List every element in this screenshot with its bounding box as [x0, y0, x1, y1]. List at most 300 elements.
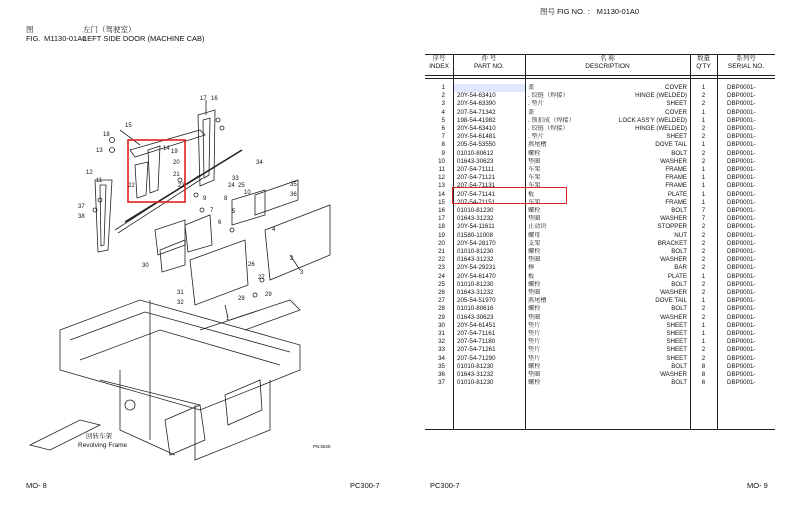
cell-qty: 6 — [701, 379, 706, 387]
cell-index: 27 — [438, 297, 445, 305]
cell-desc-en: WASHER — [660, 371, 687, 378]
cell-qty: 1 — [701, 174, 706, 182]
cell-desc-cn: 垫片 — [528, 354, 541, 362]
cell-serial: DBP0001- — [727, 215, 756, 223]
cell-qty: 8 — [701, 362, 706, 370]
table-row — [425, 346, 775, 354]
table-row — [425, 100, 775, 108]
fig-number: M1130-01A0 — [44, 34, 87, 43]
table-row — [425, 338, 775, 346]
cell-desc-cn: . 铰链（焊接） — [528, 92, 569, 100]
title-en: LEFT SIDE DOOR (MACHINE CAB) — [83, 34, 205, 43]
cell-desc-en: WASHER — [660, 215, 687, 223]
cell-index: 20 — [438, 239, 445, 247]
cell-serial: DBP0001- — [727, 108, 756, 116]
cell-serial: DBP0001- — [727, 256, 756, 264]
cell-desc-cn: . 垫片 — [528, 100, 544, 108]
table-row — [425, 355, 775, 363]
cell-desc-en: NUT — [674, 231, 687, 239]
callout: 36 — [290, 192, 297, 198]
col-header-serial: 系列号 SERIAL NO. — [727, 55, 765, 70]
callout: 32 — [177, 300, 184, 306]
cell-part-no: 207-54-71131 — [457, 182, 496, 190]
cell-desc-cn: 垫片 — [528, 321, 541, 329]
cell-desc-en: HINGE (WELDED) — [635, 125, 687, 132]
cell-desc-en: SHEET — [666, 133, 687, 141]
cell-desc-cn: 螺栓 — [528, 379, 541, 387]
col-header-index: 序号 INDEX — [429, 55, 449, 70]
cell-desc-en: BOLT — [671, 305, 687, 313]
cell-serial: DBP0001- — [727, 157, 756, 165]
cell-qty: 2 — [701, 354, 706, 362]
col-header-qty: 数量 Q'TY — [696, 55, 711, 70]
table-row — [425, 305, 775, 313]
cell-desc-en: SHEET — [666, 321, 687, 329]
cell-serial: DBP0001- — [727, 141, 756, 149]
cell-index: 24 — [438, 272, 445, 280]
table-row — [425, 322, 775, 330]
callout: 30 — [142, 263, 149, 269]
cell-part-no: 01010-81230 — [457, 280, 494, 288]
callout: 1 — [226, 316, 230, 322]
callout: 2 — [290, 256, 294, 262]
cell-desc-en: SHEET — [666, 346, 687, 354]
cell-serial: DBP0001- — [727, 207, 756, 214]
cell-index: 18 — [438, 223, 445, 231]
callout: 25 — [238, 183, 245, 189]
cell-desc-en: COVER — [664, 84, 687, 91]
callout: 9 — [203, 196, 207, 202]
cell-desc-en: WASHER — [660, 289, 687, 296]
cell-desc-cn: . 锁扣成（焊接） — [528, 116, 575, 124]
cell-part-no: 207-54-71111 — [457, 166, 495, 173]
cell-qty: 2 — [701, 346, 706, 354]
cell-desc-en: SHEET — [666, 354, 687, 362]
cell-part-no: 20Y-54-11611 — [457, 223, 495, 231]
callout: 3 — [300, 270, 304, 276]
cell-desc-en: SHEET — [666, 330, 687, 337]
cell-qty: 1 — [701, 116, 706, 124]
callout: 20 — [173, 160, 180, 166]
cell-index: 35 — [438, 362, 445, 370]
callout: 23 — [178, 183, 185, 189]
cell-desc-en: COVER — [664, 108, 687, 116]
table-row — [425, 158, 775, 166]
callout: 34 — [256, 160, 263, 166]
cell-desc-en: DOVE TAIL — [655, 141, 687, 149]
cell-index: 5 — [441, 116, 445, 124]
cell-part-no: 01643-30623 — [457, 313, 494, 321]
cell-qty: 1 — [701, 198, 706, 206]
cell-index: 6 — [441, 125, 445, 132]
cell-serial: DBP0001- — [727, 223, 756, 231]
cell-desc-en: WASHER — [660, 256, 687, 264]
cell-desc-en: BOLT — [671, 379, 687, 387]
callout: 27 — [258, 275, 265, 281]
cell-index: 16 — [438, 207, 445, 214]
cell-desc-cn: 垫圈 — [528, 256, 541, 264]
cell-serial: DBP0001- — [727, 313, 756, 321]
cell-desc-cn: . 垫片 — [528, 133, 544, 141]
cell-index: 30 — [438, 321, 445, 329]
cell-part-no: 207-54-71161 — [457, 330, 496, 337]
cell-qty: 2 — [701, 256, 706, 264]
footer-left: MO- 8 — [26, 481, 47, 490]
cell-serial: DBP0001- — [727, 125, 756, 132]
cell-part-no: 207-54-71342 — [457, 108, 496, 116]
cell-desc-cn: . 铰链（焊接） — [528, 125, 569, 132]
table-row — [425, 240, 775, 248]
cell-part-no: 01010-81230 — [457, 362, 494, 370]
table-row — [425, 371, 775, 379]
footer-left: PC300-7 — [430, 481, 460, 490]
cell-desc-en: LOCK ASS'Y (WELDED) — [618, 116, 687, 124]
cell-qty: 1 — [701, 330, 706, 337]
cell-desc-en: BOLT — [671, 362, 687, 370]
cell-index: 10 — [438, 157, 445, 165]
table-row — [425, 363, 775, 371]
cell-desc-en: PLATE — [667, 190, 687, 198]
table-row — [425, 150, 775, 158]
cell-desc-en: BAR — [674, 264, 687, 272]
cell-serial: DBP0001- — [727, 248, 756, 255]
callout: 22 — [128, 183, 135, 189]
cell-desc-cn: 支架 — [528, 239, 541, 247]
cell-qty: 1 — [701, 84, 706, 91]
cell-qty: 2 — [701, 289, 706, 296]
cell-desc-cn: 板 — [528, 190, 535, 198]
callout: 13 — [96, 148, 103, 154]
cell-serial: DBP0001- — [727, 305, 756, 313]
cell-desc-en: WASHER — [660, 157, 687, 165]
cell-part-no: 01643-31232 — [457, 289, 494, 296]
cell-serial: DBP0001- — [727, 198, 756, 206]
cell-desc-en: BOLT — [671, 248, 687, 255]
cell-index: 19 — [438, 231, 445, 239]
cell-desc-cn: 车架 — [528, 198, 541, 206]
cell-qty: 1 — [701, 190, 706, 198]
cell-index: 17 — [438, 215, 445, 223]
cell-desc-cn: 车架 — [528, 166, 541, 173]
cell-part-no: 207-54-71290 — [457, 354, 496, 362]
cell-index: 9 — [441, 149, 445, 157]
callout: 5 — [232, 209, 236, 215]
table-row — [425, 281, 775, 289]
callout: 6 — [218, 220, 222, 226]
cell-desc-cn: 止动块 — [528, 223, 547, 231]
cell-index: 26 — [438, 289, 445, 296]
cell-qty: 2 — [701, 248, 706, 255]
cell-desc-cn: 螺母 — [528, 231, 541, 239]
cell-index: 15 — [438, 198, 445, 206]
cell-desc-cn: 螺栓 — [528, 248, 541, 255]
table-row — [425, 109, 775, 117]
table-row — [425, 314, 775, 322]
cell-index: 13 — [438, 182, 445, 190]
cell-serial: DBP0001- — [727, 84, 756, 91]
cell-index: 25 — [438, 280, 445, 288]
cell-serial: DBP0001- — [727, 280, 756, 288]
cell-serial: DBP0001- — [727, 330, 756, 337]
title-cn: 左门（驾驶室） — [83, 25, 136, 34]
cell-qty: 1 — [701, 297, 706, 305]
cell-desc-cn: 棒 — [528, 264, 535, 272]
cell-index: 1 — [441, 84, 445, 91]
callout: 7 — [210, 208, 214, 214]
cell-index: 29 — [438, 313, 445, 321]
table-row — [425, 379, 775, 387]
cell-index: 36 — [438, 371, 445, 378]
callout: 21 — [173, 172, 180, 178]
cell-desc-cn: 螺栓 — [528, 149, 541, 157]
cell-part-no: 01010-80616 — [457, 305, 494, 313]
cell-part-no: 207-54-71141 — [457, 190, 496, 198]
table-row — [425, 330, 775, 338]
footer-right: PC300-7 — [350, 481, 380, 490]
cell-serial: DBP0001- — [727, 231, 756, 239]
cell-desc-cn: 垫圈 — [528, 157, 541, 165]
cell-index: 33 — [438, 346, 445, 354]
cell-desc-cn: 螺栓 — [528, 280, 541, 288]
cell-qty: 1 — [701, 141, 706, 149]
cell-part-no: 01010-81230 — [457, 207, 494, 214]
table-row — [425, 92, 775, 100]
callout: 26 — [248, 262, 255, 268]
cell-index: 8 — [441, 141, 445, 149]
cell-part-no: 01010-81230 — [457, 379, 494, 387]
callout: 8 — [224, 196, 228, 202]
cell-desc-cn: 螺栓 — [528, 207, 541, 214]
table-row — [425, 289, 775, 297]
cell-desc-en: DOVE TAIL — [655, 297, 687, 305]
callout: 19 — [171, 149, 178, 155]
cell-qty: 2 — [701, 100, 706, 108]
cell-part-no: 198-54-41982 — [457, 116, 496, 124]
fig-label-en: FIG. — [26, 34, 41, 43]
cell-part-no: 01010-81230 — [457, 248, 494, 255]
cell-desc-en: BOLT — [671, 207, 687, 214]
cell-desc-en: FRAME — [665, 166, 687, 173]
cell-part-no: 01643-31232 — [457, 371, 494, 378]
cell-part-no: 20Y-54-63410 — [457, 92, 496, 100]
col-header-part-no: 件 号 PART NO. — [474, 55, 504, 70]
cell-desc-cn: 板 — [528, 272, 535, 280]
table-row — [425, 297, 775, 305]
cell-index: 3 — [441, 100, 445, 108]
callout: 33 — [232, 176, 239, 182]
cell-qty: 2 — [701, 125, 706, 132]
table-row — [425, 248, 775, 256]
callout: 28 — [238, 296, 245, 302]
cell-desc-cn: 燕尾槽 — [528, 297, 547, 305]
cell-qty: 1 — [701, 321, 706, 329]
cell-desc-cn: 垫圈 — [528, 313, 541, 321]
cell-desc-en: SHEET — [666, 100, 687, 108]
cell-part-no: 01643-30623 — [457, 157, 494, 165]
table-row — [425, 215, 775, 223]
cell-serial: DBP0001- — [727, 297, 756, 305]
callout: 14 — [163, 146, 170, 152]
cell-desc-en: FRAME — [665, 174, 687, 182]
table-row — [425, 174, 775, 182]
cell-index: 4 — [441, 108, 445, 116]
cell-serial: DBP0001- — [727, 92, 756, 100]
table-row — [425, 232, 775, 240]
callout: 24 — [228, 183, 235, 189]
cell-index: 34 — [438, 354, 445, 362]
cell-qty: 2 — [701, 133, 706, 141]
cell-desc-cn: 垫片 — [528, 346, 541, 354]
cell-serial: DBP0001- — [727, 346, 756, 354]
cell-index: 11 — [438, 166, 445, 173]
cell-desc-cn: 燕尾槽 — [528, 141, 547, 149]
cell-desc-en: BOLT — [671, 149, 687, 157]
table-row — [425, 207, 775, 215]
cell-index: 12 — [438, 174, 445, 182]
callout: 18 — [103, 132, 110, 138]
cell-qty: 2 — [701, 223, 706, 231]
cell-desc-en: SHEET — [666, 338, 687, 346]
cell-index: 32 — [438, 338, 445, 346]
cell-part-no: 20Y-54-28170 — [457, 239, 496, 247]
cell-part-no: 207-54-71180 — [457, 338, 496, 346]
cell-serial: DBP0001- — [727, 264, 756, 272]
cell-desc-cn: 盖 — [528, 108, 535, 116]
callout: 38 — [78, 214, 85, 220]
cell-desc-en: FRAME — [665, 182, 687, 190]
cell-desc-cn: 垫圈 — [528, 371, 541, 378]
cell-desc-cn: 垫片 — [528, 338, 541, 346]
cell-serial: DBP0001- — [727, 100, 756, 108]
cell-qty: 2 — [701, 305, 706, 313]
callout: 11 — [96, 178, 103, 184]
callout: 15 — [125, 123, 132, 129]
cell-serial: DBP0001- — [727, 354, 756, 362]
cell-qty: 2 — [701, 157, 706, 165]
frame-note-en: Revolving Frame — [78, 442, 128, 449]
callout: 4 — [272, 227, 276, 233]
callout: 12 — [86, 170, 93, 176]
cell-serial: DBP0001- — [727, 190, 756, 198]
cell-part-no: 01643-31232 — [457, 215, 494, 223]
cell-serial: DBP0001- — [727, 116, 756, 124]
row-highlight-fill — [454, 84, 525, 92]
col-header-description: 名 称 DESCRIPTION — [585, 55, 630, 70]
cell-part-no: 01643-31232 — [457, 256, 494, 264]
table-row — [425, 117, 775, 125]
cell-qty: 1 — [701, 166, 706, 173]
cell-desc-en: STOPPER — [657, 223, 687, 231]
cell-qty: 2 — [701, 92, 706, 100]
cell-part-no: 205-54-51970 — [457, 297, 496, 305]
cell-part-no: 20Y-54-61451 — [457, 321, 496, 329]
cell-part-no: 207-54-71151 — [457, 198, 496, 206]
cell-desc-cn: 盖 — [528, 84, 535, 91]
cell-serial: DBP0001- — [727, 149, 756, 157]
cell-desc-en: FRAME — [665, 198, 687, 206]
cell-index: 28 — [438, 305, 445, 313]
cell-serial: DBP0001- — [727, 239, 756, 247]
row-highlight-box — [452, 187, 567, 204]
cell-part-no: 20Y-54-63390 — [457, 100, 496, 108]
cell-part-no: 01580-11008 — [457, 231, 494, 239]
cell-desc-en: PLATE — [667, 272, 687, 280]
cell-serial: DBP0001- — [727, 321, 756, 329]
cell-desc-en: BOLT — [671, 280, 687, 288]
cell-qty: 2 — [701, 231, 706, 239]
cell-index: 22 — [438, 256, 445, 264]
table-row — [425, 133, 775, 141]
cell-index: 21 — [438, 248, 445, 255]
cell-part-no: 207-54-71261 — [457, 346, 496, 354]
cell-serial: DBP0001- — [727, 182, 756, 190]
callout: 31 — [177, 290, 184, 296]
cell-part-no: 20Y-54-29231 — [457, 264, 496, 272]
cell-serial: DBP0001- — [727, 174, 756, 182]
cell-qty: 1 — [701, 338, 706, 346]
cell-desc-cn: 车架 — [528, 182, 541, 190]
frame-note-cn: 回转车架 — [86, 433, 112, 440]
cell-qty: 1 — [701, 272, 706, 280]
table-row — [425, 141, 775, 149]
cell-index: 23 — [438, 264, 445, 272]
right-header: 图号 FIG NO. ： M1130-01A0 — [540, 7, 640, 16]
cell-qty: 7 — [701, 207, 706, 214]
cell-qty: 2 — [701, 280, 706, 288]
callout: 35 — [290, 182, 297, 188]
diagram-ref: PN:5525 — [313, 444, 331, 449]
table-row — [425, 223, 775, 231]
cell-serial: DBP0001- — [727, 289, 756, 296]
exploded-view-diagram — [0, 0, 420, 470]
cell-index: 14 — [438, 190, 445, 198]
cell-desc-cn: 螺栓 — [528, 362, 541, 370]
cell-serial: DBP0001- — [727, 272, 756, 280]
table-row — [425, 125, 775, 133]
cell-serial: DBP0001- — [727, 362, 756, 370]
table-row — [425, 256, 775, 264]
cell-qty: 1 — [701, 182, 706, 190]
cell-desc-en: BRACKET — [657, 239, 687, 247]
table-row — [425, 273, 775, 281]
cell-desc-en: HINGE (WELDED) — [635, 92, 687, 100]
cell-part-no: 207-54-71121 — [457, 174, 496, 182]
table-row — [425, 166, 775, 174]
cell-part-no: 20Y-54-61481 — [457, 133, 496, 141]
cell-index: 2 — [441, 92, 445, 100]
cell-index: 31 — [438, 330, 445, 337]
cell-part-no: 01010-80612 — [457, 149, 494, 157]
cell-serial: DBP0001- — [727, 379, 756, 387]
callout: 37 — [78, 204, 85, 210]
fig-label-cn: 图 — [26, 25, 34, 34]
cell-desc-cn: 垫圈 — [528, 215, 541, 223]
cell-qty: 2 — [701, 264, 706, 272]
cell-qty: 2 — [701, 149, 706, 157]
cell-serial: DBP0001- — [727, 133, 756, 141]
cell-desc-cn: 车架 — [528, 174, 541, 182]
cell-desc-cn: 螺栓 — [528, 305, 541, 313]
footer-right: MO- 9 — [747, 481, 768, 490]
cell-desc-cn: 垫片 — [528, 330, 541, 337]
callout: 29 — [265, 292, 272, 298]
cell-part-no: 205-54-53550 — [457, 141, 496, 149]
cell-qty: 2 — [701, 313, 706, 321]
cell-serial: DBP0001- — [727, 371, 756, 378]
cell-serial: DBP0001- — [727, 166, 756, 173]
cell-qty: 1 — [701, 108, 706, 116]
cell-qty: 8 — [701, 371, 706, 378]
